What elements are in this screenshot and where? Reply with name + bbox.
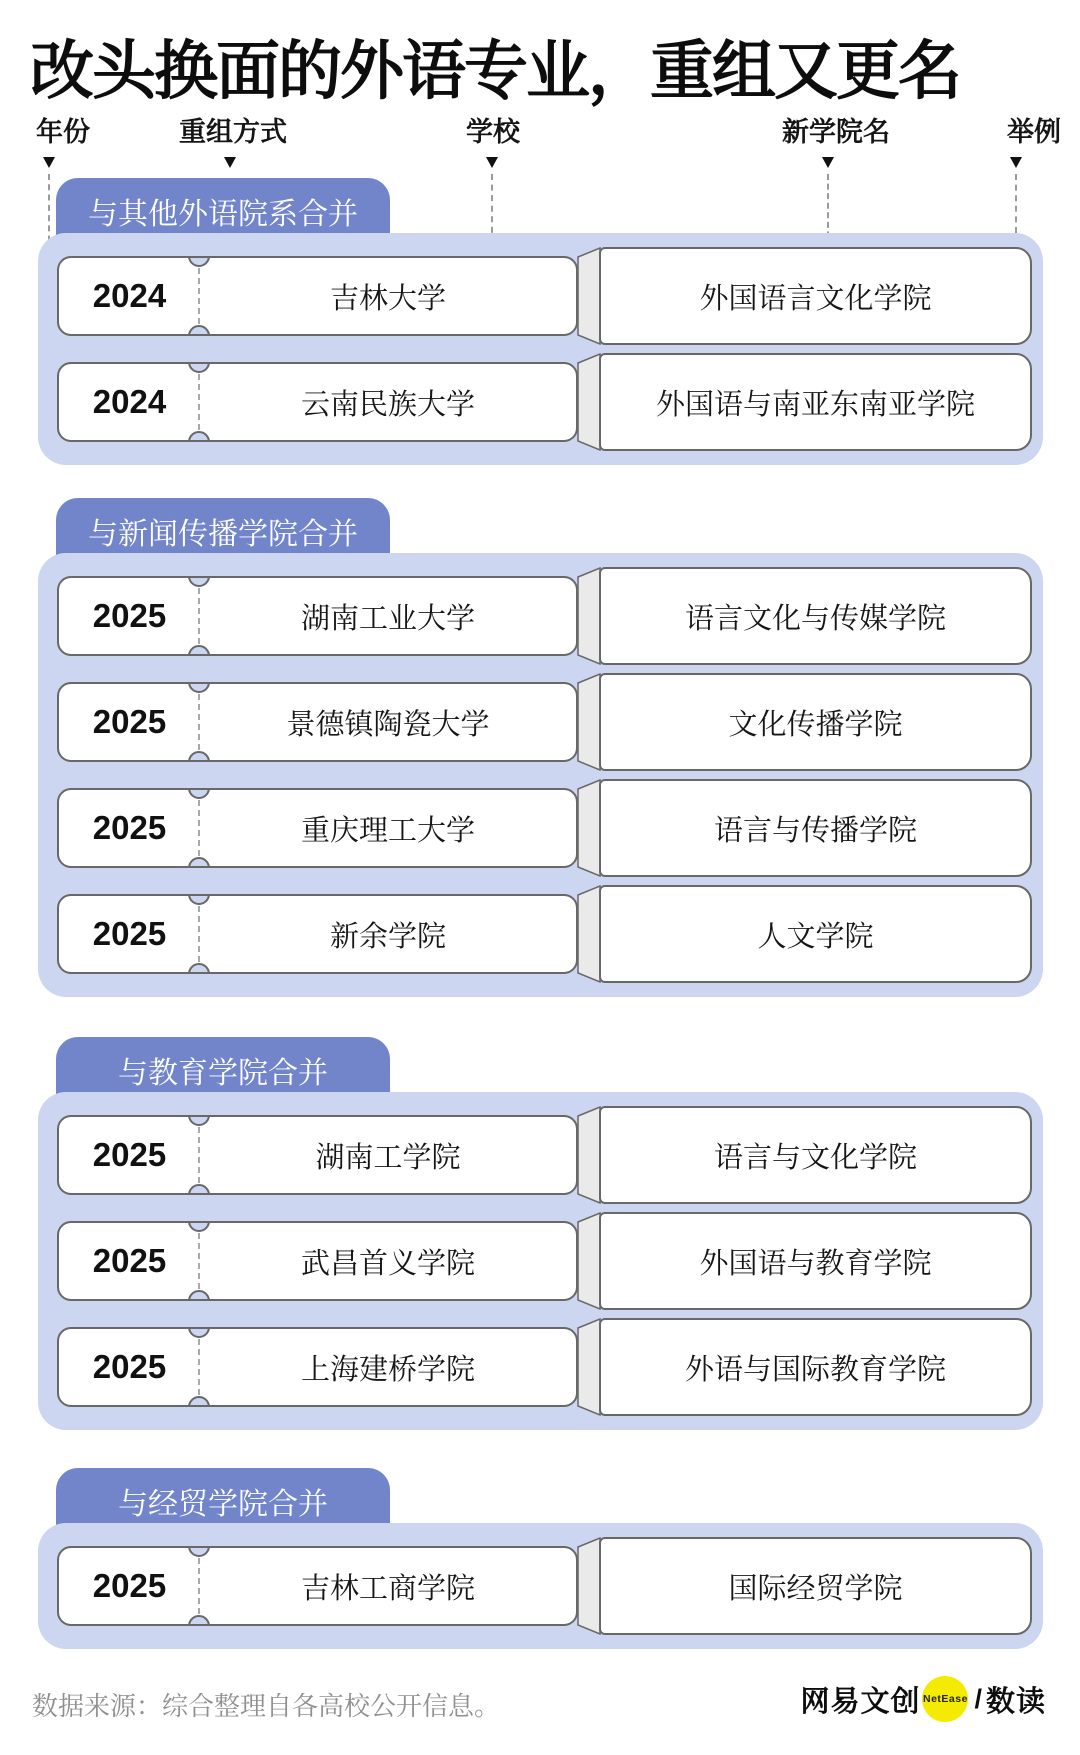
section-tab-label: 与其他外语院系合并: [88, 198, 358, 231]
college-card: 外国语言文化学院: [599, 247, 1032, 345]
brand-name: 网易文创: [800, 1685, 921, 1718]
perforation-line: [198, 588, 200, 644]
college-card: 外国语与南亚东南亚学院: [599, 353, 1032, 451]
data-source: 数据来源：综合整理自各高校公开信息。: [32, 1691, 501, 1721]
college-card: 外语与国际教育学院: [599, 1318, 1032, 1416]
column-label-year: 年份: [36, 117, 90, 147]
brand-badge: NetEase: [922, 1676, 968, 1722]
column-pointer-icon: [224, 157, 236, 168]
connector-shape: [577, 779, 601, 877]
perforation-line: [198, 374, 200, 430]
connector-shape: [577, 673, 601, 771]
column-pointer-icon: [1010, 157, 1022, 168]
connector-shape: [577, 1212, 601, 1310]
brand-logo: [800, 1676, 1046, 1722]
perforation-line: [198, 268, 200, 324]
year-ticket: [57, 682, 578, 762]
year-cell: 2025: [92, 915, 167, 952]
year-cell: 2025: [92, 703, 167, 740]
college-card: 外国语与教育学院: [599, 1212, 1032, 1310]
column-pointer-icon: [43, 157, 55, 168]
school-cell: 湖南工学院: [315, 1141, 461, 1174]
school-cell: 景德镇陶瓷大学: [286, 708, 490, 741]
connector-shape: [577, 1318, 601, 1416]
column-guide-line: [1015, 174, 1017, 233]
column-label-example: 举例: [1007, 117, 1061, 147]
perforation-line: [198, 906, 200, 962]
school-cell: 上海建桥学院: [300, 1353, 475, 1386]
connector-shape: [577, 353, 601, 451]
brand-divider: /: [974, 1683, 982, 1714]
year-cell: 2024: [92, 383, 167, 420]
column-label-method: 重组方式: [179, 117, 287, 147]
perforation-line: [198, 1233, 200, 1289]
perforation-line: [198, 1558, 200, 1614]
section-tab-label: 与新闻传播学院合并: [88, 518, 358, 551]
school-cell: 吉林工商学院: [300, 1572, 475, 1605]
perforation-line: [198, 1339, 200, 1395]
year-ticket: [57, 576, 578, 656]
connector-shape: [577, 247, 601, 345]
college-card: 国际经贸学院: [599, 1537, 1032, 1635]
connector-shape: [577, 1106, 601, 1204]
year-cell: 2025: [92, 1567, 167, 1604]
year-ticket: [57, 1115, 578, 1195]
school-cell: 湖南工业大学: [300, 602, 475, 635]
connector-shape: [577, 567, 601, 665]
school-cell: 重庆理工大学: [300, 814, 475, 847]
school-cell: 云南民族大学: [300, 388, 475, 421]
infographic-title: 改头换面的外语专业，重组又更名: [30, 35, 960, 107]
year-ticket: [57, 1546, 578, 1626]
college-card: 文化传播学院: [599, 673, 1032, 771]
school-cell: 武昌首义学院: [300, 1247, 475, 1280]
brand-product: 数读: [985, 1685, 1046, 1718]
college-card: 人文学院: [599, 885, 1032, 983]
college-card: 语言与文化学院: [599, 1106, 1032, 1204]
year-cell: 2025: [92, 1136, 167, 1173]
connector-shape: [577, 885, 601, 983]
perforation-line: [198, 800, 200, 856]
year-cell: 2025: [92, 1242, 167, 1279]
perforation-line: [198, 694, 200, 750]
college-card: 语言文化与传媒学院: [599, 567, 1032, 665]
year-cell: 2025: [92, 809, 167, 846]
year-ticket: [57, 788, 578, 868]
column-label-school: 学校: [466, 117, 520, 147]
school-cell: 吉林大学: [329, 282, 446, 315]
perforation-line: [198, 1127, 200, 1183]
year-ticket: [57, 362, 578, 442]
connector-shape: [577, 1537, 601, 1635]
year-cell: 2024: [92, 277, 167, 314]
year-cell: 2025: [92, 1348, 167, 1385]
column-pointer-icon: [486, 157, 498, 168]
year-ticket: [57, 1327, 578, 1407]
section-tab-label: 与教育学院合并: [118, 1057, 328, 1090]
school-cell: 新余学院: [329, 920, 446, 953]
year-ticket: [57, 256, 578, 336]
section-tab-label: 与经贸学院合并: [118, 1488, 328, 1521]
year-ticket: [57, 1221, 578, 1301]
year-cell: 2025: [92, 597, 167, 634]
column-pointer-icon: [822, 157, 834, 168]
college-card: 语言与传播学院: [599, 779, 1032, 877]
column-label-college: 新学院名: [782, 117, 890, 147]
year-ticket: [57, 894, 578, 974]
